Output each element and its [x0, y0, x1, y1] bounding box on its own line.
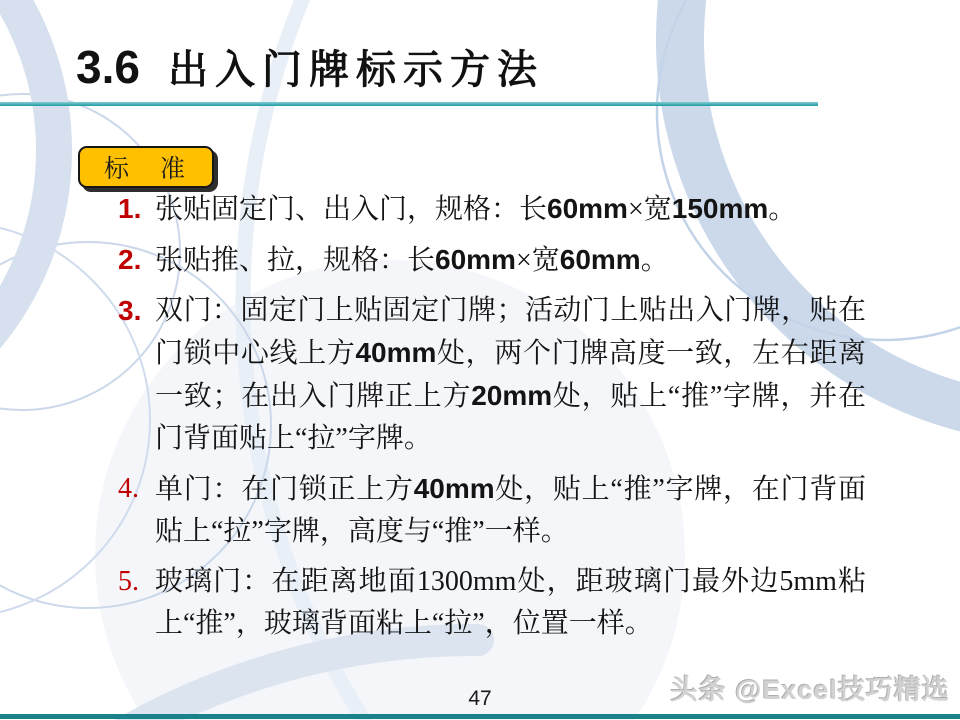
- list-item-marker: 4.: [118, 473, 139, 504]
- text-segment: 处，两个门牌高度一致，左右距离一致；在出入门牌正上方: [155, 338, 866, 412]
- list-item-marker: 5.: [118, 566, 139, 597]
- list-item: [118, 188, 866, 231]
- list-item: [118, 290, 866, 460]
- list-item: [118, 561, 866, 645]
- list-item-text: [155, 290, 866, 460]
- text-segment: 张贴固定门、出入门，规格：长: [155, 194, 548, 225]
- title-text: 出入门牌标示方法: [167, 46, 544, 93]
- standard-badge: [78, 146, 214, 188]
- list-item-text: [155, 561, 866, 645]
- text-segment: 1300mm: [416, 566, 517, 597]
- title-section-number: 3.6: [76, 41, 140, 93]
- standard-badge-label: 标 准: [103, 156, 188, 183]
- text-segment: 处，距玻璃门最外边: [516, 566, 780, 597]
- watermark: 头条 @Excel技巧精选: [670, 675, 950, 705]
- text-segment: 处，贴上“推”字牌，并在门背面贴上“拉”字牌。: [155, 381, 866, 454]
- page-number: 47: [468, 687, 492, 710]
- title-divider: [0, 102, 818, 106]
- page-title: [76, 41, 544, 93]
- text-segment: 60mm: [435, 244, 516, 275]
- text-segment: 20mm: [471, 380, 553, 411]
- text-segment: 40mm: [355, 337, 437, 368]
- bottom-divider: [0, 714, 960, 719]
- text-segment: 粘上“推”，玻璃背面粘上“拉”，位置一样。: [155, 566, 866, 639]
- text-segment: 张贴推、拉，规格：长: [155, 245, 436, 276]
- list-item-marker: 3.: [118, 295, 142, 326]
- list-item: [118, 468, 866, 553]
- text-segment: ×宽: [515, 245, 560, 276]
- text-segment: 40mm: [413, 473, 495, 504]
- text-segment: 。: [768, 194, 797, 225]
- list-item: [118, 239, 866, 282]
- list-item-marker: 2.: [118, 244, 142, 275]
- standards-list: [118, 188, 866, 653]
- list-item-text: [155, 468, 866, 553]
- list-item-text: [155, 188, 866, 231]
- text-segment: 150mm: [671, 193, 769, 224]
- text-segment: 玻璃门：在距离地面: [155, 566, 417, 597]
- text-segment: ×宽: [627, 194, 672, 225]
- text-segment: 双门：固定门上贴固定门牌；活动门上贴出入门牌，贴在门锁中心线上方: [155, 295, 866, 369]
- text-segment: 处，贴上“推”字牌，在门背面贴上“拉”字牌，高度与“推”一样。: [155, 474, 866, 547]
- text-segment: 5mm: [779, 566, 837, 597]
- text-segment: 60mm: [559, 244, 641, 275]
- list-item-text: [155, 239, 866, 282]
- list-item-marker: 1.: [118, 193, 142, 224]
- text-segment: 单门：在门锁正上方: [155, 474, 414, 505]
- text-segment: 。: [640, 245, 669, 276]
- text-segment: 60mm: [547, 193, 628, 224]
